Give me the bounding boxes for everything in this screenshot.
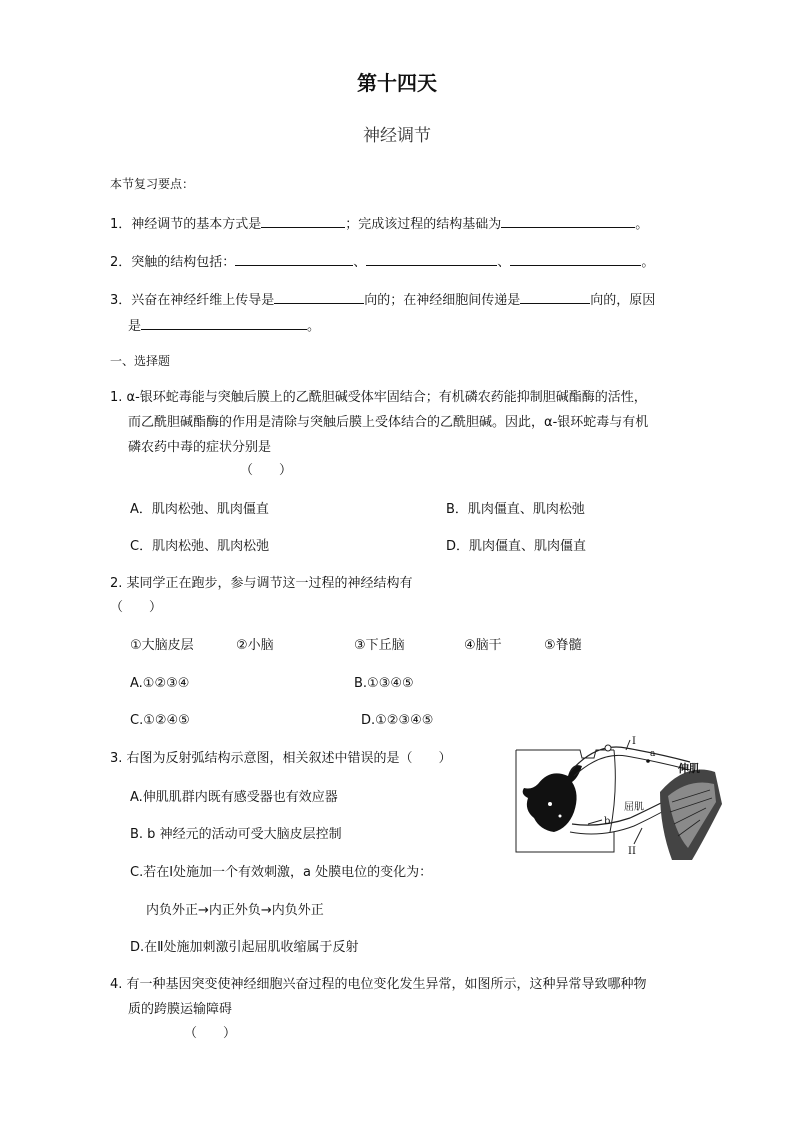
answer-blank[interactable] [261, 213, 345, 228]
answer-blank[interactable] [274, 289, 364, 304]
review-q3-text-a: 3．兴奋在神经纤维上传导是 [110, 293, 275, 308]
neuron-body [548, 802, 552, 806]
answer-blank[interactable] [141, 315, 307, 330]
spinal-cord-outline [516, 750, 614, 758]
review-q3-line1 [110, 289, 655, 310]
option-b[interactable]: B.①③④⑤ [354, 676, 414, 691]
point-a [646, 759, 650, 763]
option-a[interactable]: A．肌肉松弛、肌肉僵直 [130, 502, 269, 517]
option-d[interactable]: D.①②③④⑤ [361, 713, 434, 728]
label-ii: II [628, 846, 636, 857]
review-q3-text-c: 向的，原因 [590, 293, 656, 308]
choice-item-4: ④脑干 [464, 638, 502, 653]
grey-matter [523, 765, 582, 832]
choice-item-2: ②小脑 [236, 638, 274, 653]
neuron-body [559, 815, 562, 818]
option-b[interactable]: B．肌肉僵直、肌肉松弛 [446, 502, 585, 517]
review-q1-text-a: 1．神经调节的基本方式是 [110, 217, 262, 232]
review-q3-text-e: 。 [307, 319, 321, 334]
question-4-line-1: 4. 有一种基因突变使神经细胞兴奋过程的电位变化发生异常，如图所示，这种异常导致哪种物 [110, 977, 647, 992]
answer-blank[interactable] [520, 289, 590, 304]
option-b[interactable]: B. b 神经元的活动可受大脑皮层控制 [130, 827, 342, 842]
afferent-nerve [574, 755, 690, 776]
question-4-line-2: 质的跨膜运输障碍 [128, 1002, 233, 1017]
question-2-line-1: 2. 某同学正在跑步，参与调节这一过程的神经结构有 [110, 576, 413, 591]
option-c[interactable]: C.①②④⑤ [130, 713, 190, 728]
ganglion [605, 745, 611, 751]
label-pointer [588, 820, 602, 824]
option-c-detail: 内负外正→内正外负→内负外正 [146, 903, 324, 918]
answer-blank[interactable] [366, 251, 497, 266]
question-3-line-1: 3. 右图为反射弧结构示意图，相关叙述中错误的是（ ） [110, 751, 452, 766]
label-a: a [650, 749, 656, 759]
option-a[interactable]: A.①②③④ [130, 676, 190, 691]
answer-parenthesis[interactable]: （ ） [110, 600, 163, 615]
option-d[interactable]: D.在Ⅱ处施加刺激引起屈肌收缩属于反射 [130, 940, 359, 955]
review-q3-text-b: 向的；在神经细胞间传递是 [364, 293, 521, 308]
review-q1-text-c: 。 [635, 217, 649, 232]
review-q3-line2 [128, 315, 320, 336]
page-title: 第十四天 [357, 71, 437, 95]
answer-parenthesis[interactable]: （ ） [184, 1026, 237, 1041]
label-flexor: 屈肌 [624, 802, 644, 813]
question-1-line-1: 1. α-银环蛇毒能与突触后膜上的乙酰胆碱受体牢固结合；有机磷农药能抑制胆碱酯酶的活性， [110, 390, 647, 405]
review-q2-sep: 、 [497, 255, 511, 270]
review-q1 [110, 213, 648, 234]
section-heading: 一、选择题 [110, 354, 171, 368]
review-q2-sep: 、 [353, 255, 367, 270]
review-q3-text-d: 是 [128, 319, 142, 334]
label-i: I [632, 736, 636, 747]
spinal-cord-outline [610, 750, 615, 832]
choice-item-5: ⑤脊髓 [544, 638, 582, 653]
review-heading: 本节复习要点： [110, 177, 195, 191]
review-q2-text-a: 2．突触的结构包括： [110, 255, 236, 270]
option-d[interactable]: D．肌肉僵直、肌肉僵直 [446, 539, 587, 554]
page-subtitle: 神经调节 [363, 126, 431, 146]
question-1-line-2: 而乙酰胆碱酯酶的作用是清除与突触后膜上受体结合的乙酰胆碱。因此，α-银环蛇毒与有机 [128, 415, 649, 430]
answer-blank[interactable] [510, 251, 641, 266]
review-q2 [110, 251, 654, 272]
label-extensor: 伸肌 [678, 762, 700, 775]
option-a[interactable]: A.伸肌肌群内既有感受器也有效应器 [130, 790, 338, 805]
review-q1-text-b: ；完成该过程的结构基础为 [345, 217, 502, 232]
answer-parenthesis[interactable]: （ ） [240, 463, 293, 478]
answer-blank[interactable] [501, 213, 635, 228]
option-c[interactable]: C．肌肉松弛、肌肉松弛 [130, 539, 270, 554]
afferent-nerve [570, 747, 690, 772]
answer-blank[interactable] [235, 251, 353, 266]
question-1-line-3: 磷农药中毒的症状分别是 [128, 440, 272, 455]
choice-item-3: ③下丘脑 [354, 638, 405, 653]
label-pointer [634, 828, 642, 844]
label-b: b [604, 816, 611, 827]
reflex-arc-diagram [510, 732, 725, 862]
review-q2-end: 。 [641, 255, 655, 270]
option-c[interactable]: C.若在Ⅰ处施加一个有效刺激，a 处膜电位的变化为： [130, 865, 433, 880]
choice-item-1: ①大脑皮层 [130, 638, 194, 653]
